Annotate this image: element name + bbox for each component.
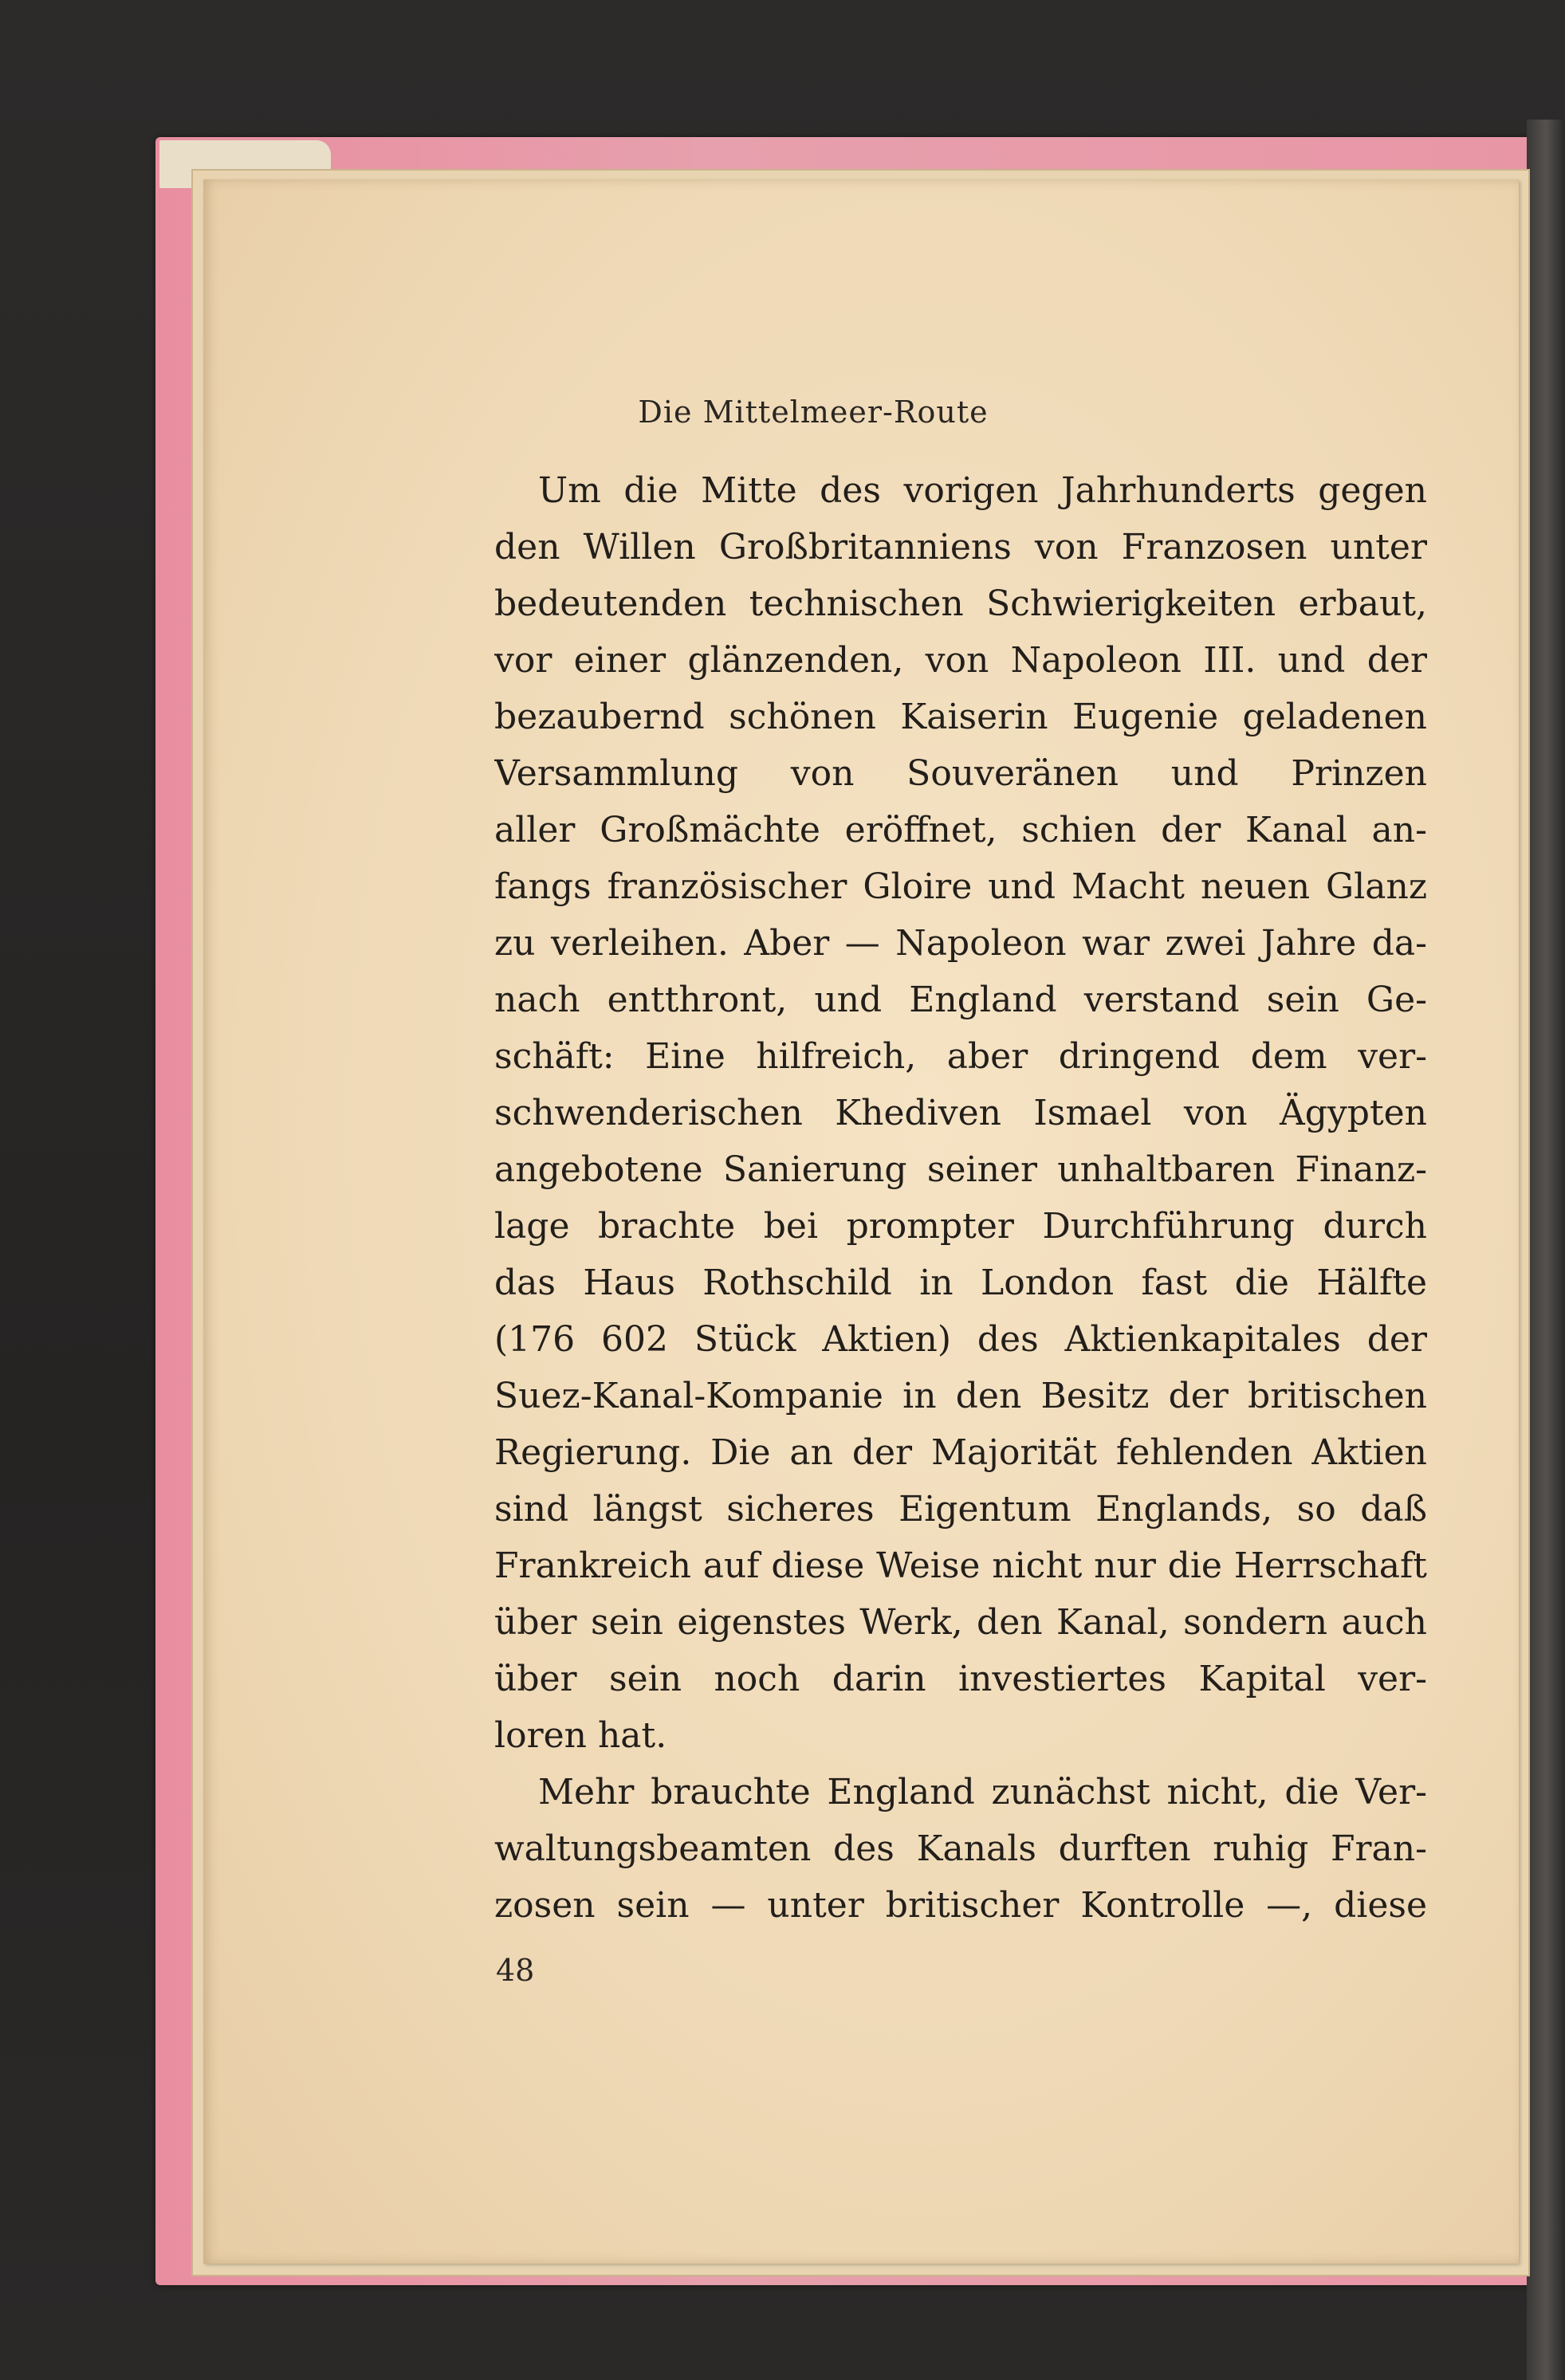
text-line: angebotene Sanierung seiner unhaltbaren Finanz- (494, 1149, 1427, 1190)
page-number: 48 (496, 1953, 535, 1988)
paragraph (494, 462, 1427, 1764)
text-line: das Haus Rothschild in London fast die Hälfte (494, 1263, 1427, 1303)
text-line: schwenderischen Khediven Ismael von Ägypten (494, 1093, 1427, 1133)
text-line: bezaubernd schönen Kaiserin Eugenie geladenen (494, 697, 1427, 737)
text-line: schäft: Eine hilfreich, aber dringend dem ver- (494, 1036, 1427, 1077)
text-line: zu verleihen. Aber — Napoleon war zwei Jahre da- (494, 923, 1427, 964)
text-line: loren hat. (494, 1715, 667, 1756)
paragraph (494, 1764, 1427, 1934)
text-line: (176 602 Stück Aktien) des Aktienkapitales der (494, 1319, 1427, 1360)
text-line: Um die Mitte des vorigen Jahrhunderts gegen (538, 470, 1427, 511)
body-text (494, 462, 1427, 1934)
text-line: bedeutenden technischen Schwierigkeiten erbaut, (494, 583, 1427, 624)
text-line: sind längst sicheres Eigentum Englands, so daß (494, 1489, 1427, 1530)
text-line: über sein eigenstes Werk, den Kanal, sondern auch (494, 1602, 1427, 1643)
running-head: Die Mittelmeer-Route (638, 395, 989, 430)
text-line: Mehr brauchte England zunächst nicht, die Ver- (538, 1772, 1427, 1812)
text-line: über sein noch darin investiertes Kapital ver- (494, 1659, 1427, 1699)
text-line: aller Großmächte eröffnet, schien der Kanal an- (494, 810, 1427, 850)
text-line: Versammlung von Souveränen und Prinzen (494, 753, 1427, 794)
text-line: Regierung. Die an der Majorität fehlenden Aktien (494, 1432, 1427, 1473)
text-line: fangs französischer Gloire und Macht neuen Glanz (494, 866, 1427, 907)
text-line: den Willen Großbritanniens von Franzosen unter (494, 527, 1427, 568)
text-line: lage brachte bei prompter Durchführung durch (494, 1206, 1427, 1247)
text-line: vor einer glänzenden, von Napoleon III. und der (494, 640, 1427, 681)
book-spine-edge (1527, 120, 1565, 2380)
text-line: waltungsbeamten des Kanals durften ruhig Fran- (494, 1828, 1427, 1869)
text-line: Frankreich auf diese Weise nicht nur die Herrschaft (494, 1545, 1427, 1586)
text-line: nach entthront, und England verstand sein Ge- (494, 980, 1427, 1020)
text-line: zosen sein — unter britischer Kontrolle —, diese (494, 1885, 1427, 1926)
text-line: Suez-Kanal-Kompanie in den Besitz der britischen (494, 1376, 1427, 1416)
